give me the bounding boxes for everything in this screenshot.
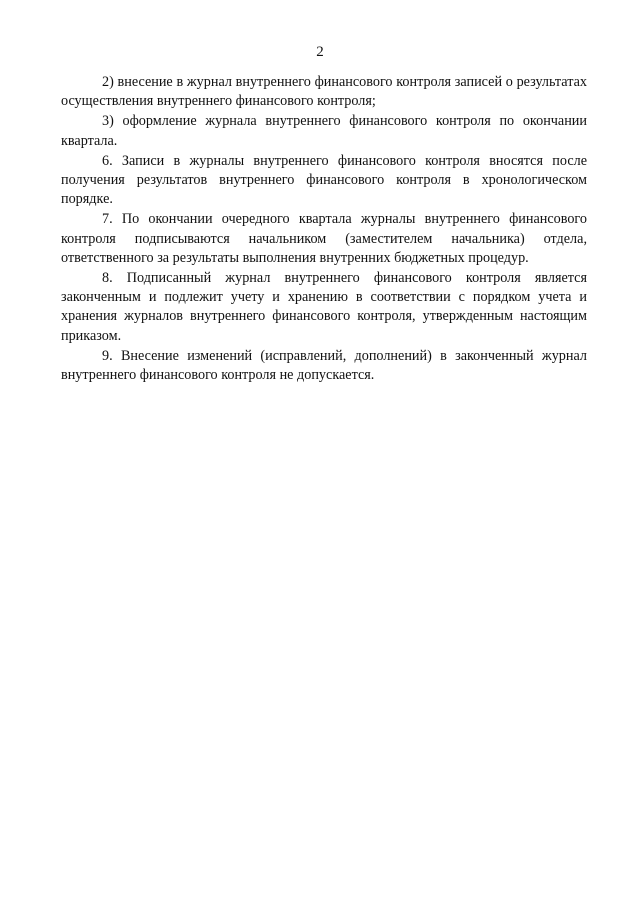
paragraph-section-7: 7. По окончании очередного квартала журналы внутреннего финансового контроля подписываются начальником (заместителем начальника) отдела, ответственного за результаты выполнения внутренних бюджетных процедур. <box>61 211 587 266</box>
document-body <box>61 73 587 386</box>
paragraph-item-2: 2) внесение в журнал внутреннего финансового контроля записей о результатах осуществления внутреннего финансового контроля; <box>61 74 587 110</box>
paragraph-item-3: 3) оформление журнала внутреннего финансового контроля по окончании квартала. <box>61 113 587 149</box>
page-number: 2 <box>316 44 324 60</box>
paragraph-section-8: 8. Подписанный журнал внутреннего финансового контроля является законченным и подлежит учету и хранению в соответствии с порядком учета и хранения журналов внутреннего финансового контроля, утвержденным настоящим приказом. <box>61 270 587 344</box>
paragraph-section-6: 6. Записи в журналы внутреннего финансового контроля вносятся после получения результатов внутреннего финансового контроля в хронологическом порядке. <box>61 152 587 208</box>
paragraph-section-9: 9. Внесение изменений (исправлений, дополнений) в законченный журнал внутреннего финансового контроля не допускается. <box>61 347 587 384</box>
